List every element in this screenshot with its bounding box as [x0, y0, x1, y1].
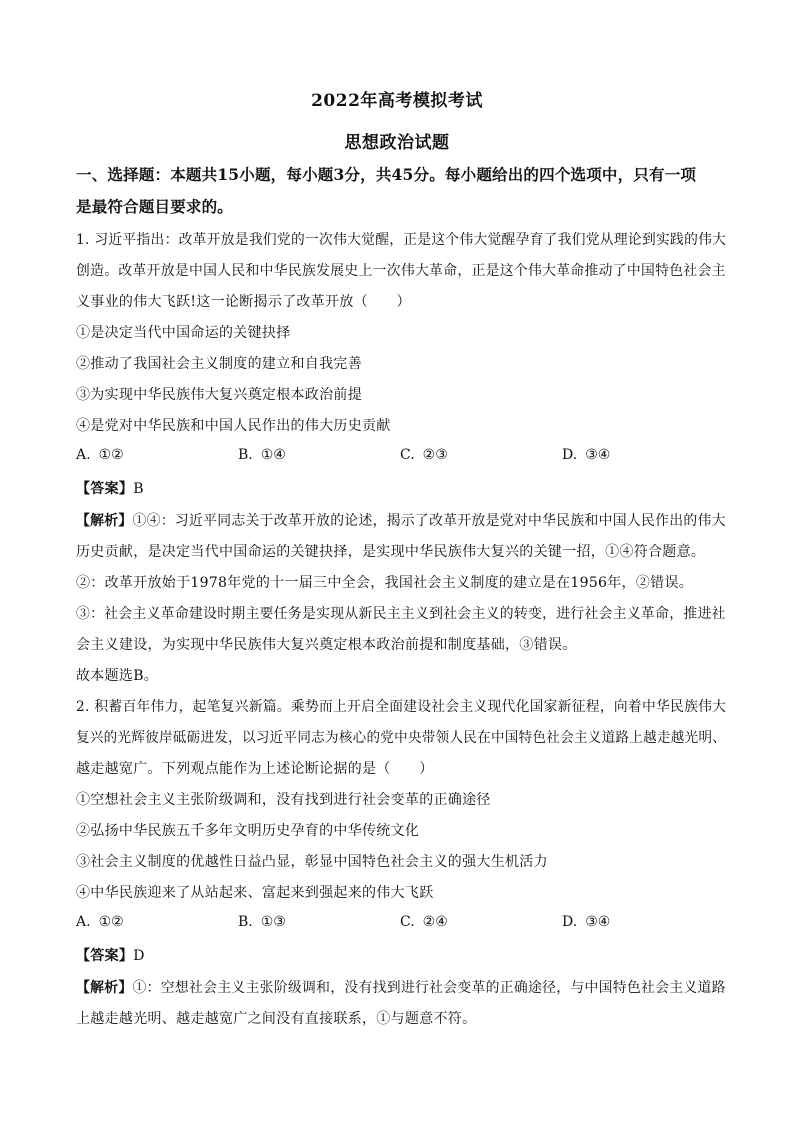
q1-analysis-line: ③：社会主义革命建设时期主要任务是实现从新民主主义到社会主义的转变，进行社会主义革命，推进社 — [76, 606, 726, 622]
q1-analysis-line: 会主义建设，为实现中华民族伟大复兴奠定根本政治前提和制度基础，③错误。 — [76, 637, 577, 653]
analysis-tag: 【解析】 — [76, 513, 133, 529]
section-heading-line: 一、选择题：本题共15小题，每小题3分，共45分。每小题给出的四个选项中，只有一项 — [76, 165, 697, 184]
answer-tag: 【答案】 — [76, 948, 134, 964]
q2-option-d: D. ③④ — [562, 914, 611, 930]
answer-value: B — [133, 481, 144, 497]
q2-stem-line: 2. 积蓄百年伟力，起笔复兴新篇。乘势而上开启全面建设社会主义现代化国家新征程，向着中华民族伟大 — [76, 699, 727, 715]
q1-stem-line: 义事业的伟大飞跃!这一论断揭示了改革开放（ ） — [76, 294, 411, 310]
answer-value: D — [133, 948, 145, 964]
q2-answer — [76, 945, 726, 965]
q2-analysis-line: 【解析】①：空想社会主义主张阶级调和，没有找到进行社会变革的正确途径，与中国特色社会主义道路 — [76, 980, 726, 996]
q1-option-a: A. ①② — [76, 447, 124, 463]
q2-statement: ①空想社会主义主张阶级调和，没有找到进行社会变革的正确途径 — [76, 792, 491, 808]
q2-option-b: B. ①③ — [238, 914, 286, 930]
q1-statement: ①是决定当代中国命运的关键抉择 — [76, 325, 291, 341]
q1-option-b: B. ①④ — [238, 447, 286, 463]
q1-analysis-line: 【解析】①④：习近平同志关于改革开放的论述，揭示了改革开放是党对中华民族和中国人民作出的伟大 — [76, 513, 726, 529]
q1-answer — [76, 478, 726, 498]
q1-statement: ②推动了我国社会主义制度的建立和自我完善 — [76, 356, 362, 372]
q2-option-c: C. ②④ — [400, 914, 448, 930]
q1-conclusion: 故本题选B。 — [76, 668, 159, 684]
answer-tag: 【答案】 — [76, 481, 134, 497]
q2-stem-line: 越走越宽广。下列观点能作为上述论断论据的是（ ） — [76, 761, 434, 777]
q1-option-d: D. ③④ — [562, 447, 611, 463]
analysis-tag: 【解析】 — [76, 980, 133, 996]
section-heading-line: 是最符合题目要求的。 — [76, 197, 234, 216]
exam-subtitle: 思想政治试题 — [344, 133, 450, 153]
exam-title: 2022年高考模拟考试 — [311, 91, 483, 111]
q2-statement: ④中华民族迎来了从站起来、富起来到强起来的伟大飞跃 — [76, 885, 434, 901]
q2-option-a: A. ①② — [76, 914, 124, 930]
q1-option-c: C. ②③ — [400, 447, 448, 463]
q2-statement: ③社会主义制度的优越性日益凸显，彰显中国特色社会主义的强大生机活力 — [76, 854, 548, 870]
q2-analysis-line: 上越走越光明、越走越宽广之间没有直接联系，①与题意不符。 — [76, 1011, 477, 1027]
q1-stem-line: 创造。改革开放是中国人民和中华民族发展史上一次伟大革命，正是这个伟大革命推动了中国特色社会主 — [76, 263, 726, 279]
q1-analysis-line: ②：改革开放始于1978年党的十一届三中全会，我国社会主义制度的建立是在1956年，②错误。 — [76, 575, 694, 591]
q2-statement: ②弘扬中华民族五千多年文明历史孕育的中华传统文化 — [76, 823, 420, 839]
q1-statement: ③为实现中华民族伟大复兴奠定根本政治前提 — [76, 387, 362, 403]
q1-statement: ④是党对中华民族和中国人民作出的伟大历史贡献 — [76, 418, 391, 434]
q1-analysis-line: 历史贡献，是决定当代中国命运的关键抉择，是实现中华民族伟大复兴的关键一招，①④符合题意。 — [76, 544, 706, 560]
q2-stem-line: 复兴的光辉彼岸砥砺进发，以习近平同志为核心的党中央带领人民在中国特色社会主义道路上越走越光明、 — [76, 730, 727, 746]
q1-stem-line: 1. 习近平指出：改革开放是我们党的一次伟大觉醒，正是这个伟大觉醒孕育了我们党从理论到实践的伟大 — [76, 232, 727, 248]
